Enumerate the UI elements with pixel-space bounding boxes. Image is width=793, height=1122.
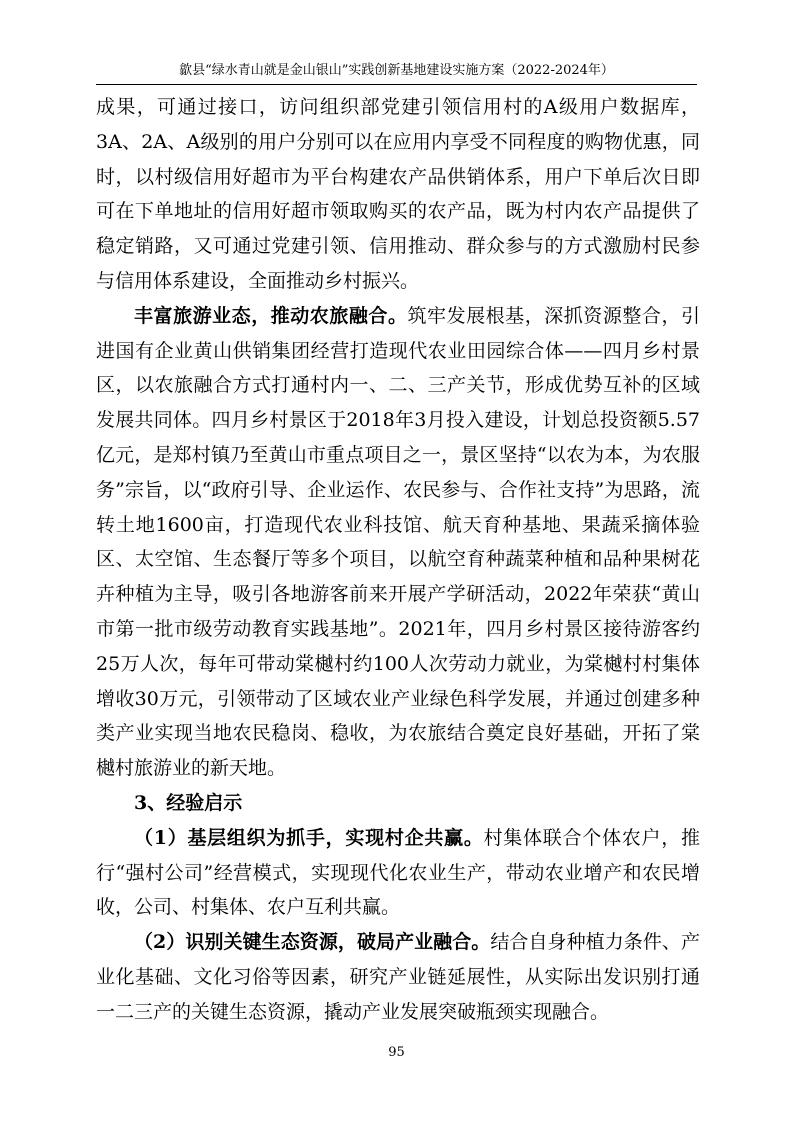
paragraph-text: 村集体联合个体农户，推行“强村公司”经营模式，实现现代化农业生产，带动农业增产和农民增收，公司、村集体、农户互利共赢。 (96, 826, 700, 919)
paragraph-lead: 丰富旅游业态，推动农旅融合。 (134, 304, 408, 327)
paragraph-text: 筑牢发展根基，深抓资源整合，引进国有企业黄山供销集团经营打造现代农业田园综合体——四月乡村景区，以农旅融合方式打通村内一、二、三产关节，形成优势互补的区域发展共同体。四月乡村景区于2018年3月投入建设，计划总投资额5.57亿元，是郑村镇乃至黄山市重点项目之一，景区坚持“以农为本，为农服务”宗旨，以“政府引导、企业运作、农民参与、合作社支持”为思路，流转土地1600亩，打造现代农业科技馆、航天育种基地、果蔬采摘体验区、太空馆、生态餐厅等多个项目，以航空育种蔬菜种植和品种果树花卉种植为主导，吸引各地游客前来开展产学研活动，2022年荣获“黄山市第一批市级劳动教育实践基地”。2021年，四月乡村景区接待游客约25万人次，每年可带动棠樾村约100人次劳动力就业，为棠樾村村集体增收30万元，引领带动了区域农业产业绿色科学发展，并通过创建多种类产业实现当地农民稳岗、稳收，为农旅结合奠定良好基础，开拓了棠樾村旅游业的新天地。 (96, 304, 700, 780)
paragraph-lead: （2）识别关键生态资源，破局产业融合。 (134, 931, 491, 954)
page-number: 95 (388, 1045, 405, 1060)
paragraph-continuation (96, 90, 700, 299)
section-heading (96, 786, 700, 821)
paragraph-tourism (96, 299, 700, 786)
paragraph-text: 成果，可通过接口，访问组织部党建引领信用村的A级用户数据库，3A、2A、A级别的用户分别可以在应用内享受不同程度的购物优惠，同时，以村级信用好超市为平台构建农产品供销体系，用户下单后次日即可在下单地址的信用好超市领取购买的农产品，既为村内农产品提供了稳定销路，又可通过党建引领、信用推动、群众参与的方式激励村民参与信用体系建设，全面推动乡村振兴。 (96, 96, 700, 292)
document-body (96, 90, 700, 1030)
paragraph-lead: （1）基层组织为抓手，实现村企共赢。 (134, 826, 484, 849)
paragraph-text: 结合自身种植力条件、产业化基础、文化习俗等因素，研究产业链延展性，从实际出发识别打通一二三产的关键生态资源，撬动产业发展突破瓶颈实现融合。 (96, 931, 700, 1023)
paragraph-lesson-2 (96, 925, 700, 1029)
paragraph-lesson-1 (96, 821, 700, 925)
page-header: 歙县“绿水青山就是金山银山”实践创新基地建设实施方案（2022-2024年） (96, 62, 697, 85)
section-heading-text: 3、经验启示 (134, 791, 243, 814)
